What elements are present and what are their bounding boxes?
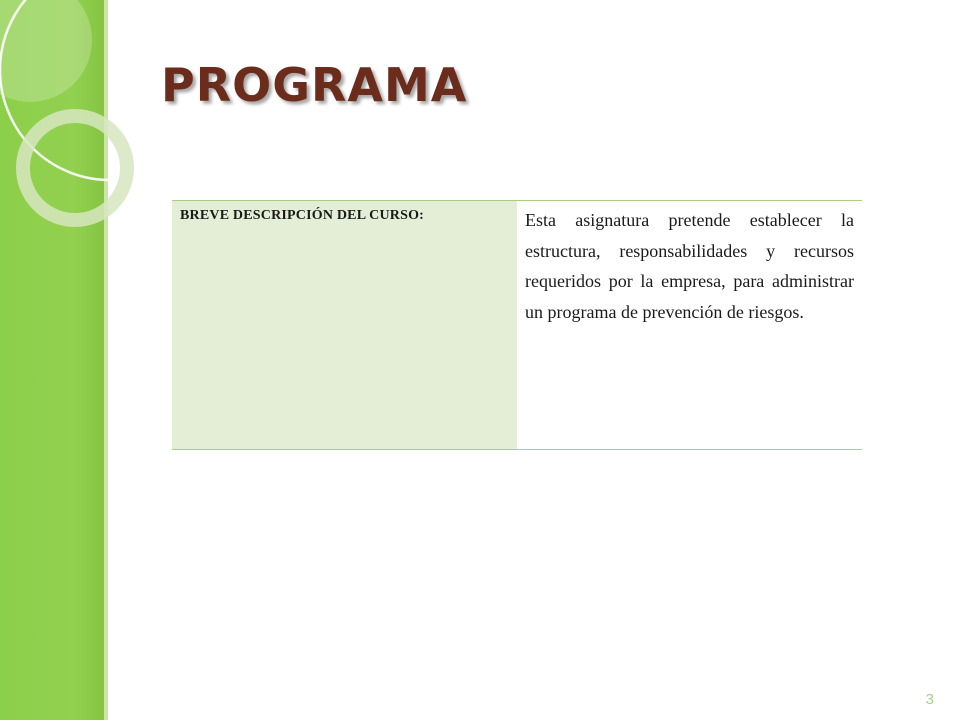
course-description-text: Esta asignatura pretende establecer la estructura, responsabilidades y recursos requeridos por la empresa, para administrar un programa de prevención de riesgos.	[525, 210, 854, 322]
thick-ring-circle	[23, 116, 127, 220]
course-description-label: BREVE DESCRIPCIÓN DEL CURSO:	[180, 208, 425, 223]
table-row	[172, 201, 862, 450]
slide-title: PROGRAMA	[161, 58, 468, 112]
light-filled-circle	[0, 0, 92, 102]
course-description-table	[172, 200, 862, 450]
description-cell	[517, 201, 862, 450]
decorative-circles	[0, 0, 200, 260]
page-number: 3	[925, 691, 934, 708]
label-cell	[172, 201, 517, 450]
